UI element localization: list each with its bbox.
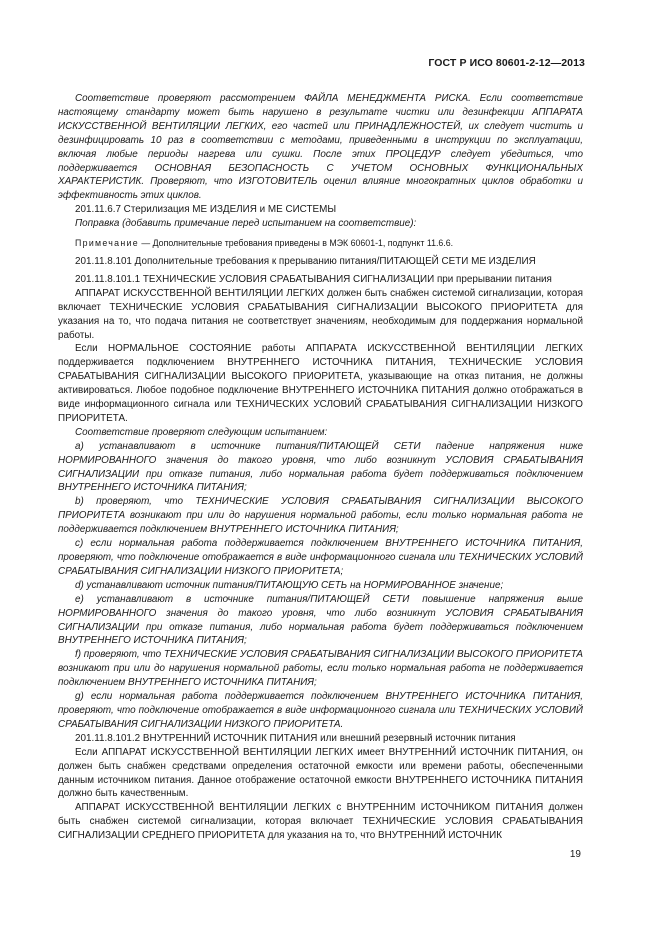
list-item: g) если нормальная работа поддерживается подключением ВНУТРЕННЕГО ИСТОЧНИКА ПИТАНИЯ, проверяют, что подключение отображается в виде информационного сигнала или ТЕХНИЧЕСКИХ УСЛОВИЙ СРАБАТЫВАНИЯ СИГНАЛИЗАЦИИ НИЗКОГО ПРИОРИТЕТА. xyxy=(58,691,583,730)
document-body xyxy=(58,92,583,843)
list-item: b) проверяют, что ТЕХНИЧЕСКИЕ УСЛОВИЯ СРАБАТЫВАНИЯ СИГНАЛИЗАЦИИ ВЫСОКОГО ПРИОРИТЕТА возникают при или до нарушения нормальной работы, если только нормальная работа не поддерживается подключением ВНУТРЕННЕГО ИСТОЧНИКА ПИТАНИЯ; xyxy=(58,496,583,536)
note-text: — Дополнительные требования приведены в МЭК 60601-1, подпункт 11.6.6. xyxy=(141,238,454,249)
list-item: a) устанавливают в источнике питания/ПИТАЮЩЕЙ СЕТИ падение напряжения ниже НОРМИРОВАННОГО значения до такого уровня, что либо возникнут УСЛОВИЯ СРАБАТЫВАНИЯ СИГНАЛИЗАЦИИ при отказе питания, либо нормальная работа будет поддерживаться подключением ВНУТРЕННЕГО ИСТОЧНИКА ПИТАНИЯ; xyxy=(58,440,583,494)
note-label: Примечание xyxy=(75,238,139,249)
paragraph: Соответствие проверяют рассмотрением ФАЙЛА МЕНЕДЖМЕНТА РИСКА. Если соответствие настоящему стандарту может быть нарушено в результате чистки или дезинфекции АППАРАТА ИСКУССТВЕННОЙ ВЕНТИЛЯЦИИ ЛЕГКИХ, его частей или ПРИНАДЛЕЖНОСТЕЙ, их следует чистить и дезинфицировать 10 раз в соответствии с методами, приведенными в инструкции по эксплуатации, включая любые периоды нагрева или сушки. После этих ПРОЦЕДУР следует убедиться, что поддерживается ОСНОВНАЯ БЕЗОПАСНОСТЬ С УЧЕТОМ ОСНОВНЫХ ФУНКЦИОНАЛЬНЫХ ХАРАКТЕРИСТИК. Проверяют, что ИЗГОТОВИТЕЛЬ оценил влияние многократных циклов обработки и эффективность этих циклов. xyxy=(58,93,583,202)
clause-heading: 201.11.8.101 Дополнительные требования к прерыванию питания/ПИТАЮЩЕЙ СЕТИ МЕ ИЗДЕЛИЯ xyxy=(75,255,536,267)
paragraph: АППАРАТ ИСКУССТВЕННОЙ ВЕНТИЛЯЦИИ ЛЕГКИХ с ВНУТРЕННИМ ИСТОЧНИКОМ ПИТАНИЯ должен быть снабжен системой сигнализации, которая включает ТЕХНИЧЕСКИЕ УСЛОВИЯ СРАБАТЫВАНИЯ СИГНАЛИЗАЦИИ СРЕДНЕГО ПРИОРИТЕТА для указания на то, что ВНУТРЕННИЙ ИСТОЧНИК xyxy=(58,802,583,842)
page-header: ГОСТ Р ИСО 80601-2-12—2013 xyxy=(428,57,585,69)
paragraph: АППАРАТ ИСКУССТВЕННОЙ ВЕНТИЛЯЦИИ ЛЕГКИХ должен быть снабжен системой сигнализации, которая включает ТЕХНИЧЕСКИЕ УСЛОВИЯ СРАБАТЫВАНИЯ СИГНАЛИЗАЦИИ ВЫСОКОГО ПРИОРИТЕТА для указания на то, что подача питания не соответствует значениям, необходимым для поддержания нормальной работы. xyxy=(58,287,583,341)
clause-heading: 201.11.8.101.1 ТЕХНИЧЕСКИЕ УСЛОВИЯ СРАБАТЫВАНИЯ СИГНАЛИЗАЦИИ при прерывании питания xyxy=(75,273,552,285)
paragraph: Соответствие проверяют следующим испытанием: xyxy=(75,426,328,438)
list-item: f) проверяют, что ТЕХНИЧЕСКИЕ УСЛОВИЯ СРАБАТЫВАНИЯ СИГНАЛИЗАЦИИ ВЫСОКОГО ПРИОРИТЕТА возникают при или до нарушения нормальной работы, если только нормальная работа не поддерживается подключением ВНУТРЕННЕГО ИСТОЧНИКА ПИТАНИЯ; xyxy=(58,649,583,689)
paragraph: Поправка (добавить примечание перед испытанием на соответствие): xyxy=(75,218,417,230)
list-item: d) устанавливают источник питания/ПИТАЮЩУЮ СЕТЬ на НОРМИРОВАННОЕ значение; xyxy=(75,579,504,591)
clause-heading: 201.11.8.101.2 ВНУТРЕННИЙ ИСТОЧНИК ПИТАНИЯ или внешний резервный источник питания xyxy=(75,732,516,744)
note xyxy=(58,237,583,251)
clause-heading: 201.11.6.7 Стерилизация МЕ ИЗДЕЛИЯ и МЕ СИСТЕМЫ xyxy=(75,204,337,216)
paragraph: Если АППАРАТ ИСКУССТВЕННОЙ ВЕНТИЛЯЦИИ ЛЕГКИХ имеет ВНУТРЕННИЙ ИСТОЧНИК ПИТАНИЯ, он должен быть снабжен средствами определения остаточной емкости или времени работы, обеспеченными данным источником питания. Данное отображение остаточной емкости ВНУТРЕННЕГО ИСТОЧНИКА ПИТАНИЯ должно быть качественным. xyxy=(58,746,583,800)
paragraph: Если НОРМАЛЬНОЕ СОСТОЯНИЕ работы АППАРАТА ИСКУССТВЕННОЙ ВЕНТИЛЯЦИИ ЛЕГКИХ поддерживается подключением ВНУТРЕННЕГО ИСТОЧНИКА ПИТАНИЯ, ТЕХНИЧЕСКИЕ УСЛОВИЯ СРАБАТЫВАНИЯ СИГНАЛИЗАЦИИ ВЫСОКОГО ПРИОРИТЕТА, указывающие на отказ питания, не должны активироваться. Любое подобное подключение ВНУТРЕННЕГО ИСТОЧНИКА ПИТАНИЯ должно отображаться в виде информационного сигнала или ТЕХНИЧЕСКИХ УСЛОВИЙ СРАБАТЫВАНИЯ СИГНАЛИЗАЦИИ НИЗКОГО ПРИОРИТЕТА. xyxy=(58,343,583,424)
page-number: 19 xyxy=(569,849,581,860)
list-item: c) если нормальная работа поддерживается подключением ВНУТРЕННЕГО ИСТОЧНИКА ПИТАНИЯ, проверяют, что подключение отображается в виде информационного сигнала или ТЕХНИЧЕСКИХ УСЛОВИЙ СРАБАТЫВАНИЯ СИГНАЛИЗАЦИИ НИЗКОГО ПРИОРИТЕТА; xyxy=(58,538,583,577)
list-item: e) устанавливают в источнике питания/ПИТАЮЩЕЙ СЕТИ повышение напряжения выше НОРМИРОВАННОГО значения до такого уровня, что либо возникнут УСЛОВИЯ СРАБАТЫВАНИЯ СИГНАЛИЗАЦИИ при отказе питания, либо нормальная работа будет поддерживаться подключением ВНУТРЕННЕГО ИСТОЧНИКА ПИТАНИЯ; xyxy=(58,593,583,647)
